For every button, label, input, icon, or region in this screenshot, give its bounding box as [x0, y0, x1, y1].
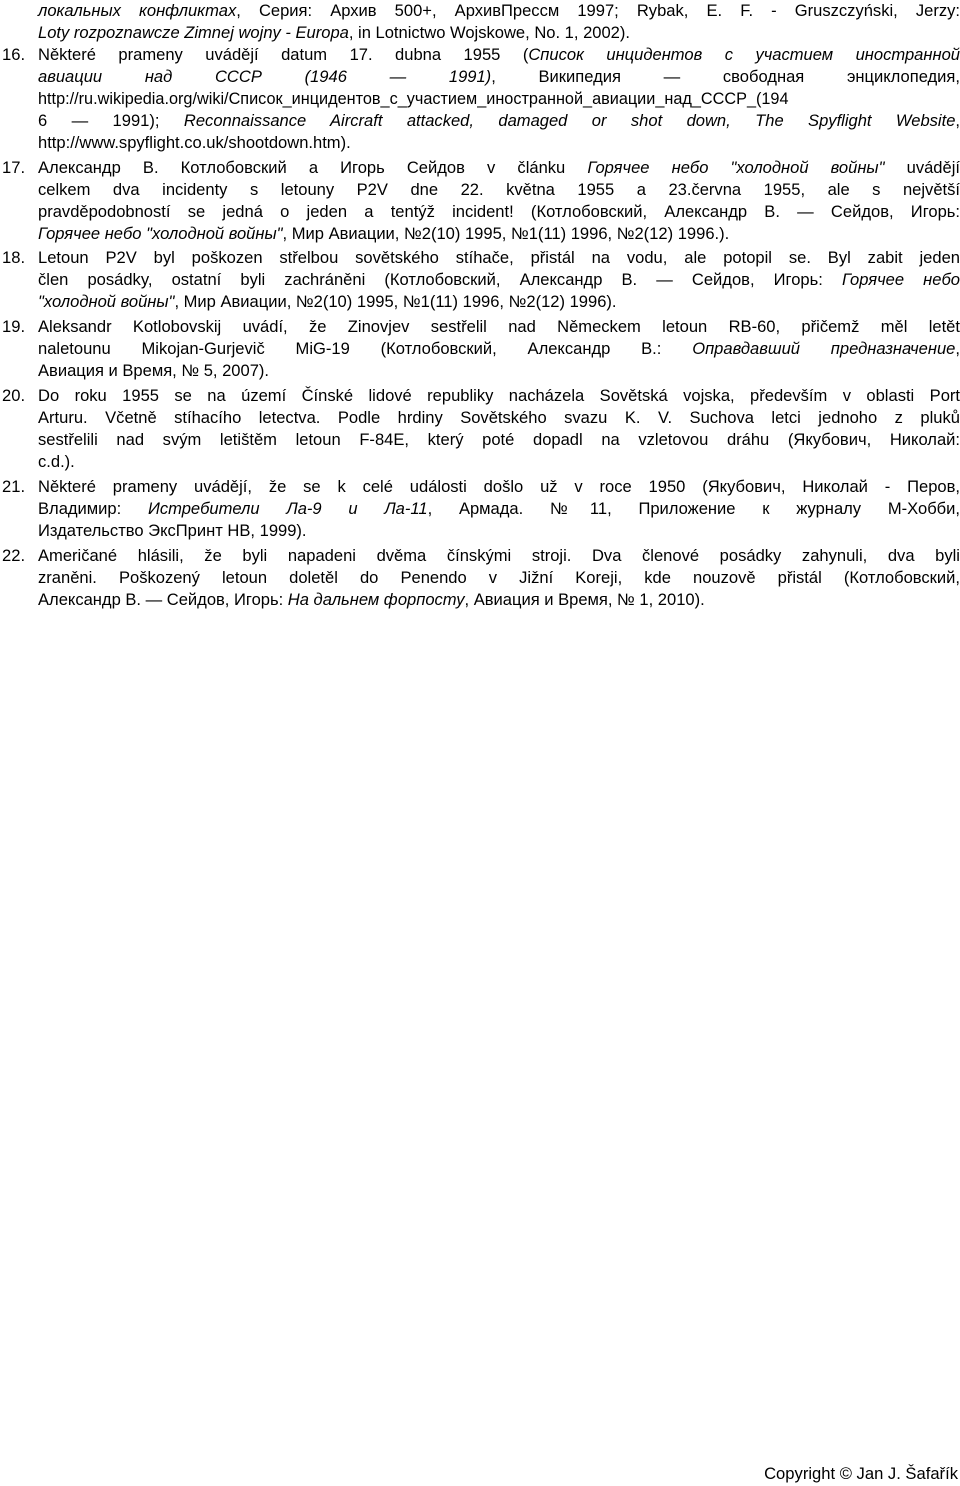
text-segment: Američané hlásili, že byli napadeni dvěma čínskými stroji. Dva členové posádky zahynuli, dva byli: [38, 546, 960, 565]
text-segment: uvádějí: [884, 158, 960, 177]
note-20-line-3: [38, 429, 960, 451]
source-title: авиации над СССР (1946 — 1991): [38, 67, 492, 86]
note-19-line-1: [38, 316, 960, 338]
note-18-line-1: [38, 247, 960, 269]
series-title: локальных конфликтах: [38, 1, 237, 20]
note-20-line-1: [38, 385, 960, 407]
book-title: Loty rozpoznawcze Zimnej wojny - Europa: [38, 23, 349, 42]
note-18-line-3: [38, 291, 960, 313]
note-number: 20.: [2, 386, 26, 405]
note-21-line-2: [38, 498, 960, 520]
text-segment: Arturu. Včetně stíhacího letectva. Podle hrdiny Sovětského svazu K. V. Suchova letci jednoho z pluků: [38, 408, 960, 427]
spyflight-link[interactable]: http://www.spyflight.co.uk/shootdown.htm).: [38, 133, 351, 152]
text-segment: zraněni. Poškozený letoun doletěl do Penendo v Jižní Koreji, kde nouzově přistál (Котлобовский,: [38, 568, 960, 587]
text-segment: Letoun P2V byl poškozen střelbou sovětského stíhače, přistál na vodu, ale potopil se. Byl zabit jeden: [38, 248, 960, 267]
text-segment: Владимир:: [38, 499, 148, 518]
note-16-line-2: [38, 66, 960, 88]
source-title: Истребители Ла-9 и Ла-11: [147, 499, 428, 518]
note-16-url-line[interactable]: [38, 88, 960, 110]
source-title: Оправдавший предназначение: [692, 339, 956, 358]
note-16-line-5[interactable]: [38, 132, 960, 154]
note-22-line-2: [38, 567, 960, 589]
source-title: Горячее небо "холодной войны": [587, 158, 885, 177]
note-number: 18.: [2, 248, 26, 267]
text-segment: , Авиация и Время, № 1, 2010).: [464, 590, 705, 609]
text-segment: člen posádky, ostatní byli zachráněni (Котлобовский, Александр В. — Сейдов, Игорь:: [38, 270, 842, 289]
text-segment: ,: [955, 339, 960, 358]
text-segment: c.d.).: [38, 452, 75, 471]
text-segment: 6 — 1991);: [38, 111, 184, 130]
text-segment: Aleksandr Kotlobovskij uvádí, že Zinovjev sestřelil nad Německem letoun RB-60, přičemž měl letět: [38, 317, 960, 336]
note-21-line-1: [38, 476, 960, 498]
text-segment: , Серия: Архив 500+, АрхивПрессм 1997; Rybak, E. F. - Gruszczyński, Jerzy:: [236, 1, 960, 20]
source-title: Reconnaissance Aircraft attacked, damaged or shot down, The Spyflight Website: [183, 111, 956, 130]
note-21-line-3: [38, 520, 960, 542]
note-22-line-3: [38, 589, 960, 611]
text-segment: Některé prameny uvádějí, že se k celé události došlo už v roce 1950 (Якубович, Николай - Перов,: [38, 477, 960, 496]
text-segment: , Википедия — свободная энциклопедия,: [491, 67, 960, 86]
note-number: 19.: [2, 317, 26, 336]
text-segment: Александр В. Котлобовский a Игорь Сейдов v článku: [38, 158, 588, 177]
note-number: 16.: [2, 45, 26, 64]
note-17-line-3: [38, 201, 960, 223]
note-number: 22.: [2, 546, 26, 565]
wikipedia-link[interactable]: http://ru.wikipedia.org/wiki/Список_инцидентов_с_участием_иностранной_авиации_над_СССР_(194: [38, 90, 789, 108]
note-18-line-2: [38, 269, 960, 291]
text-segment: sestřelili nad svým letištěm letoun F-84E, který poté dopadl na vzletovou dráhu (Якубович, Николай:: [38, 430, 960, 449]
source-title: Горячее небо "холодной войны": [38, 224, 283, 243]
note-16-line-1: [38, 44, 960, 66]
text-segment: , Мир Авиации, №2(10) 1995, №1(11) 1996, №2(12) 1996).: [174, 292, 617, 311]
text-segment: Издательство ЭксПринт НВ, 1999).: [38, 521, 307, 540]
note-20-line-4: [38, 451, 960, 473]
note-number: 21.: [2, 477, 26, 496]
note-19-line-2: [38, 338, 960, 360]
text-segment: Авиация и Время, № 5, 2007).: [38, 361, 270, 380]
text-segment: Александр В. — Сейдов, Игорь:: [38, 590, 288, 609]
note-22-line-1: [38, 545, 960, 567]
note-19-line-3: [38, 360, 960, 382]
text-segment: , Армада. №11, Приложение к журналу М-Хобби,: [427, 499, 960, 518]
text-segment: ,: [955, 111, 960, 130]
note-16-line-4: [38, 110, 960, 132]
continuation-line-1: [38, 0, 960, 22]
note-number: 17.: [2, 158, 26, 177]
source-title: "холодной войны": [38, 292, 175, 311]
note-20-line-2: [38, 407, 960, 429]
source-title: На дальнем форпосту: [287, 590, 465, 609]
text-segment: Některé prameny uvádějí datum 17. dubna 1955 (: [38, 45, 529, 64]
text-segment: , Мир Авиации, №2(10) 1995, №1(11) 1996, №2(12) 1996.).: [282, 224, 730, 243]
source-title: Список инцидентов с участием иностранной: [528, 45, 960, 64]
text-segment: pravděpodobností se jedná o jeden a tentýž incident! (Котлобовский, Александр В. — Сейдов, Игорь:: [38, 202, 960, 221]
text-segment: , in Lotnictwo Wojskowe, No. 1, 2002).: [348, 23, 630, 42]
continuation-line-2: [38, 22, 960, 44]
note-17-line-2: [38, 179, 960, 201]
text-segment: celkem dva incidenty s letouny P2V dne 22. května 1955 a 23.června 1955, ale s největší: [38, 180, 960, 199]
note-17-line-4: [38, 223, 960, 245]
text-segment: Do roku 1955 se na území Čínské lidové republiky nacházela Sovětská vojska, především v oblasti Port: [38, 386, 960, 405]
source-title: Горячее небо: [841, 270, 960, 289]
text-segment: naletounu Mikojan-Gurjevič MiG-19 (Котлобовский, Александр В.:: [38, 339, 693, 358]
note-17-line-1: [38, 157, 960, 179]
copyright-notice: Copyright © Jan J. Šafařík: [764, 1464, 958, 1483]
